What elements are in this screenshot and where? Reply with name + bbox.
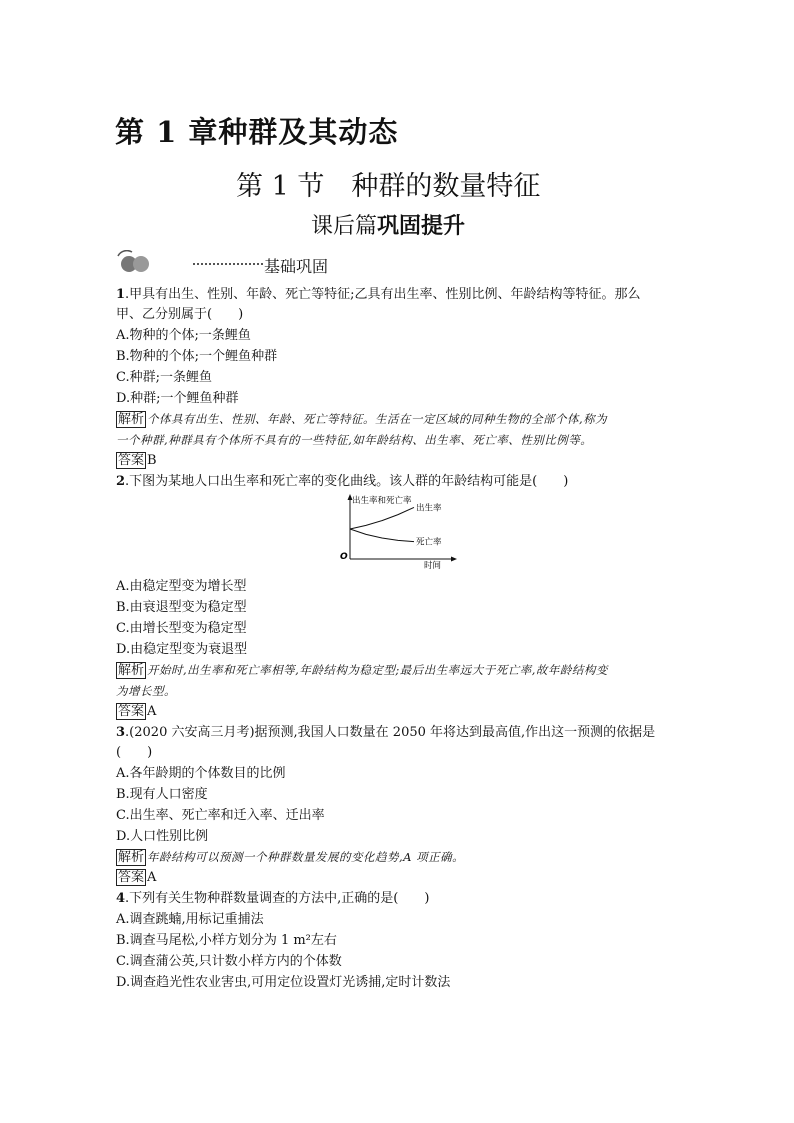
q2-number: 2 [116,474,126,489]
q3-answer-value: A [147,870,157,885]
q1-option-d: D.种群;一个鲤鱼种群 [116,391,239,406]
series-label-birth-rate: 出生率 [416,503,442,514]
q4-number: 4 [116,891,126,906]
q3-stem-line [116,724,655,742]
q4-option-b: B.调查马尾松,小样方划分为 1 m²左右 [116,933,337,948]
q3-stem-line: ( ) [116,745,153,760]
q1-option-b: B.物种的个体;一个鲤鱼种群 [116,349,278,364]
q3-analysis [116,848,464,867]
q3-analysis-text: 年龄结构可以预测一个种群数量发展的变化趋势,A 项正确。 [147,850,465,864]
q2-answer [116,703,156,721]
q4-stem-text: .下列有关生物种群数量调查的方法中,正确的是( ) [125,891,430,906]
series-line-death-rate [350,529,414,542]
analysis-tag: 解析 [118,412,145,427]
answer-tag: 答案 [118,704,145,719]
q3-option-d: D.人口性别比例 [116,829,209,844]
q4-option-c: C.调查蒲公英,只计数小样方内的个体数 [116,954,342,969]
subheading-bold: 巩固提升 [377,213,466,239]
analysis-tag: 解析 [118,850,145,865]
answer-tag: 答案 [118,870,145,885]
series-label-death-rate: 死亡率 [416,537,442,548]
q1-analysis-text: 个体具有出生、性别、年龄、死亡等特征。生活在一定区域的同种生物的全部个体,称为 [147,412,608,426]
analysis-tag: 解析 [118,663,145,678]
q2-option-d: D.由稳定型变为衰退型 [116,642,248,657]
y-axis-label: 出生率和死亡率 [352,496,412,506]
q3-answer [116,869,156,887]
q2-option-a: A.由稳定型变为增长型 [116,579,247,594]
series-line-birth-rate [350,507,414,529]
q3-option-b: B.现有人口密度 [116,787,208,802]
q2-option-c: C.由增长型变为稳定型 [116,621,247,636]
subheading [311,209,465,240]
q4-option-a: A.调查跳蝻,用标记重捕法 [116,912,264,927]
q2-analysis-text: 开始时,出生率和死亡率相等,年龄结构为稳定型;最后出生率远大于死亡率,故年龄结构变 [147,663,608,677]
q1-option-a: A.物种的个体;一条鲤鱼 [116,328,251,343]
q1-answer [116,452,157,470]
subheading-prefix: 课后篇 [311,214,378,239]
q1-number: 1 [116,287,126,302]
q1-stem-text: .甲具有出生、性别、年龄、死亡等特征;乙具有出生率、性别比例、年龄结构等特征。那么 [125,287,641,302]
basic-section-label: 基础巩固 [264,257,329,276]
x-axis-arrow [451,557,457,562]
q1-stem-line: 甲、乙分别属于( ) [116,307,244,322]
q1-stem-line [116,286,641,304]
q3-option-a: A.各年龄期的个体数目的比例 [116,766,286,781]
q2-option-b: B.由衰退型变为稳定型 [116,600,247,615]
q1-answer-value: B [147,453,157,468]
q4-option-d: D.调查趋光性农业害虫,可用定位设置灯光诱捕,定时计数法 [116,975,451,990]
q2-stem-line [116,473,568,491]
q3-option-c: C.出生率、死亡率和迁入率、迁出率 [116,808,325,823]
answer-tag: 答案 [118,453,145,468]
origin-label: O [340,552,348,562]
birth-death-rate-chart [336,493,460,569]
x-axis-label: 时间 [424,561,442,569]
dotted-leader [193,263,263,265]
q1-analysis [116,410,607,429]
q2-analysis [116,661,608,680]
q4-stem-line [116,890,429,908]
q2-answer-value: A [147,704,157,719]
q3-number: 3 [116,725,126,740]
section-title: 第 1 节 种群的数量特征 [236,171,541,202]
q3-stem-text: .(2020 六安高三月考)据预测,我国人口数量在 2050 年将达到最高值,作出这一预测的依据是 [125,725,656,740]
q1-analysis-text: 一个种群,种群具有个体所不具有的一些特征,如年龄结构、出生率、死亡率、性别比例等。 [116,433,593,447]
q1-option-c: C.种群;一条鲤鱼 [116,370,212,385]
chapter-title: 第 1 章种群及其动态 [115,115,399,149]
q2-stem-text: .下图为某地人口出生率和死亡率的变化曲线。该人群的年龄结构可能是( ) [125,474,569,489]
q2-analysis-text: 为增长型。 [116,684,176,698]
